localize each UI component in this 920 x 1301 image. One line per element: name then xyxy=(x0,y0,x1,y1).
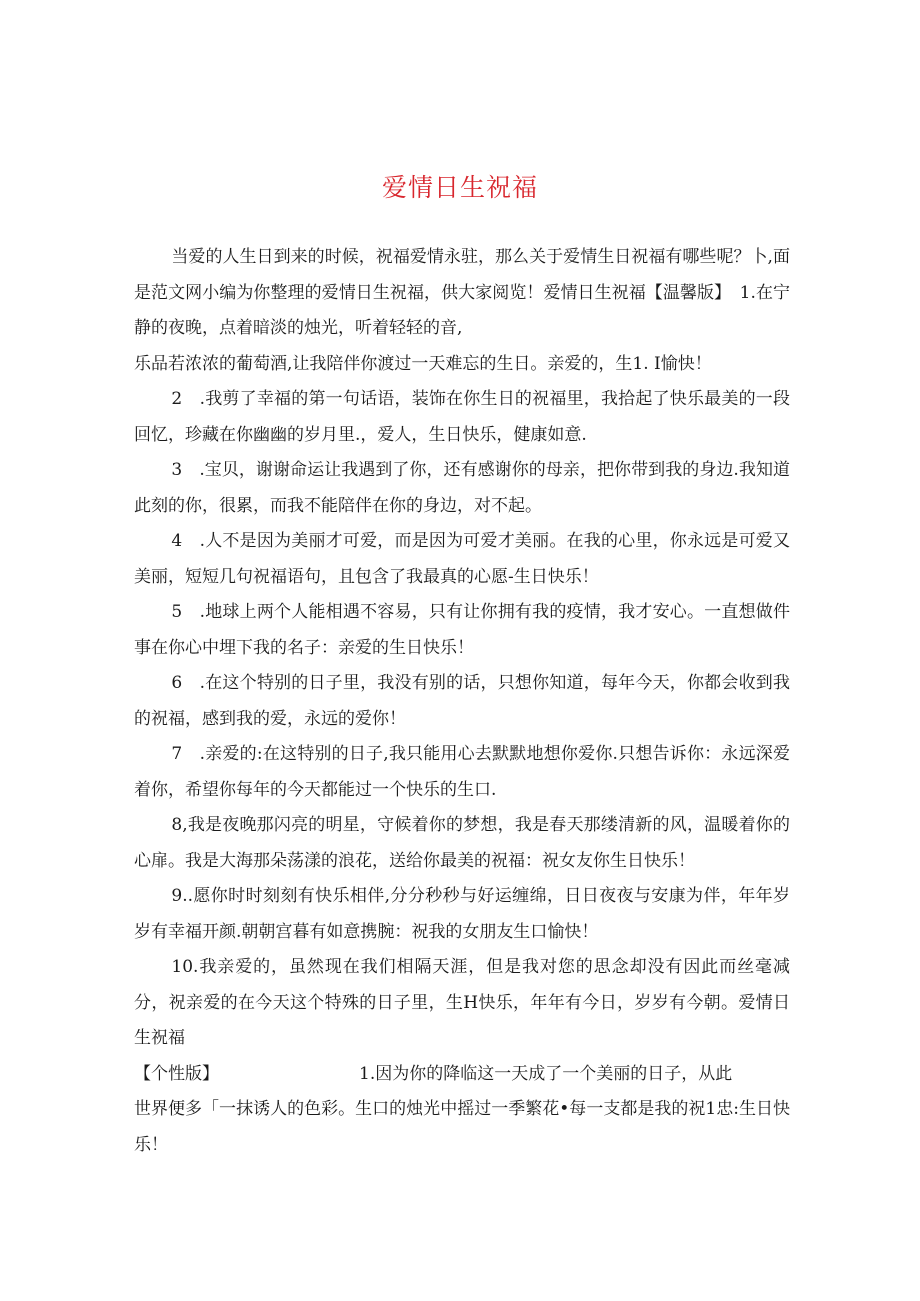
paragraph-item-10-tail: 1.因为你的降临这一天成了一个美丽的日子，从此 xyxy=(359,1063,733,1084)
paragraph-item-7: 7 .亲爱的:在这特别的日子,我只能用心去默默地想你爱你.只想告诉你：永远深爱着你，希望你每年的今天都能过一个快乐的生口. xyxy=(134,744,790,800)
paragraph-item-4: 4 .人不是因为美丽才可爱，而是因为可爱才美丽。在我的心里，你永远是可爱又美丽，短短几句祝福语句，且包含了我最真的心愿-生日快乐！ xyxy=(134,531,790,587)
document-title: 爱情日生祝福 xyxy=(381,173,538,202)
paragraph-intro-continued: 乐品若浓浓的葡萄酒,让我陪伴你渡过一天难忘的生日。亲爱的，生1. I愉快！ xyxy=(134,353,712,374)
document-body xyxy=(134,240,790,1163)
paragraph-item-10-continued xyxy=(134,1057,790,1093)
section-label-personality: 【个性版】 xyxy=(134,1063,219,1084)
paragraph-item-8: 8,我是夜晚那闪亮的明星，守候着你的梦想，我是春天那缕清新的风，温暖着你的心扉。我是大海那朵荡漾的浪花，送给你最美的祝福：祝女友你生日快乐！ xyxy=(134,815,790,871)
paragraph-final: 世界便多「一抹诱人的色彩。生口的烛光中摇过一季繁花•每一支都是我的祝1忠:生日快乐！ xyxy=(134,1099,790,1155)
paragraph-item-9: 9..愿你时时刻刻有快乐相伴,分分秒秒与好运缠绵，日日夜夜与安康为伴，年年岁岁有幸福开颜.朝朝宫暮有如意携腕：祝我的女朋友生口愉快！ xyxy=(134,886,790,942)
paragraph-item-10: 10.我亲爱的，虽然现在我们相隔天涯，但是我对您的思念却没有因此而丝毫减分，祝亲爱的在今天这个特殊的日子里，生H快乐，年年有今日，岁岁有今朝。爱情日生祝福 xyxy=(134,957,790,1048)
paragraph-item-3: 3 .宝贝，谢谢命运让我遇到了你，还有感谢你的母亲，把你带到我的身边.我知道此刻的你，很累，而我不能陪伴在你的身边，对不起。 xyxy=(134,460,790,516)
paragraph-item-6: 6 .在这个特别的日子里，我没有别的话，只想你知道，每年今天，你都会收到我的祝福，感到我的爱，永远的爱你！ xyxy=(134,673,790,729)
paragraph-item-2: 2 .我剪了幸福的第一句话语，装饰在你生日的祝福里，我拾起了快乐最美的一段回忆，珍藏在你幽幽的岁月里.，爱人，生日快乐，健康如意. xyxy=(134,389,790,445)
paragraph-item-5: 5 .地球上两个人能相遇不容易，只有让你拥有我的疫情，我才安心。一直想做件事在你心中埋下我的名子：亲爱的生日快乐！ xyxy=(134,602,790,658)
paragraph-intro: 当爱的人生日到来的时候，祝福爱情永驻，那么关于爱情生日祝福有哪些呢？卜,面是范文网小编为你整理的爱情日生祝福，供大家阅览！爱情日生祝福【温馨版】 1.在宁静的夜晚，点着暗淡的烛光，听着轻轻的音, xyxy=(134,247,790,338)
